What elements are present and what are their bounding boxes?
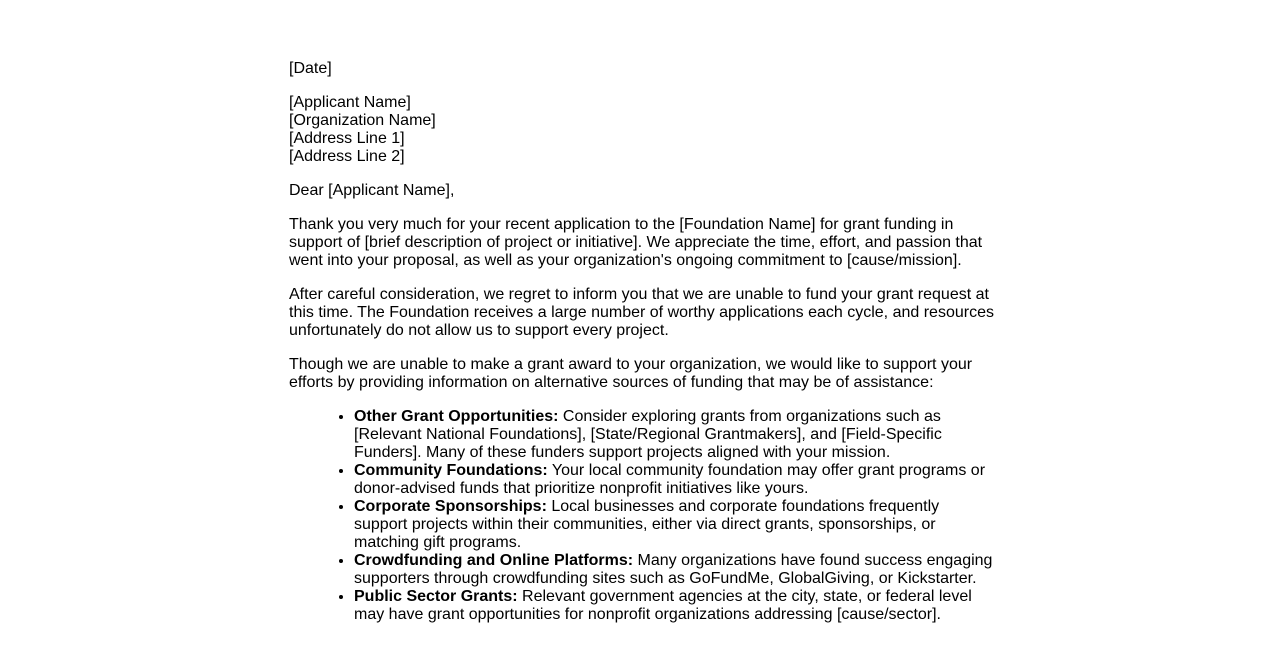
- alternative-funding-list: [289, 408, 994, 624]
- list-item-text: Many organizations have found success engaging supporters through crowdfunding sites such as GoFundMe, GlobalGiving, or Kickstarter.: [354, 552, 993, 587]
- letter-document: [289, 60, 994, 624]
- list-item-term: Public Sector Grants:: [354, 588, 518, 605]
- list-item: [354, 408, 994, 462]
- list-item: [354, 552, 994, 588]
- list-item-term: Corporate Sponsorships:: [354, 498, 547, 515]
- list-item-text: Relevant government agencies at the city, state, or federal level may have grant opportunities for nonprofit organizations addressing [cause/sector].: [354, 588, 972, 623]
- list-item-term: Community Foundations:: [354, 462, 548, 479]
- list-item-text: Your local community foundation may offer grant programs or donor-advised funds that prioritize nonprofit initiatives like yours.: [354, 462, 986, 497]
- body-paragraph-thanks: Thank you very much for your recent application to the [Foundation Name] for grant funding in support of [brief description of project or initiative]. We appreciate the time, effort, and passion that went into your proposal, as well as your organization's ongoing commitment to [cause/mission].: [289, 216, 983, 269]
- recipient-address-line-2: [Address Line 2]: [289, 148, 405, 165]
- list-item: [354, 498, 994, 552]
- recipient-name: [Applicant Name]: [289, 94, 411, 111]
- body-paragraph-decision: After careful consideration, we regret to inform you that we are unable to fund your grant request at this time. The Foundation receives a large number of worthy applications each cycle, and resources unfortunately do not allow us to support every project.: [289, 286, 994, 339]
- date-text: [Date]: [289, 60, 332, 77]
- recipient-address-line-1: [Address Line 1]: [289, 130, 405, 147]
- letter-date: [289, 60, 994, 78]
- list-item-term: Other Grant Opportunities:: [354, 408, 559, 425]
- list-item-text: Consider exploring grants from organizations such as [Relevant National Foundations], [State/Regional Grantmakers], and [Field-Specific Funders]. Many of these funders support projects aligned with your mission.: [354, 408, 942, 461]
- recipient-address-block: [289, 94, 994, 166]
- list-item-text: Local businesses and corporate foundations frequently support projects within their communities, either via direct grants, sponsorships, or matching gift programs.: [354, 498, 940, 551]
- recipient-organization: [Organization Name]: [289, 112, 436, 129]
- body-paragraph-alternatives-intro: Though we are unable to make a grant award to your organization, we would like to support your efforts by providing information on alternative sources of funding that may be of assistance:: [289, 356, 973, 391]
- salutation: Dear [Applicant Name],: [289, 182, 455, 199]
- list-item: [354, 588, 994, 624]
- list-item: [354, 462, 994, 498]
- list-item-term: Crowdfunding and Online Platforms:: [354, 552, 634, 569]
